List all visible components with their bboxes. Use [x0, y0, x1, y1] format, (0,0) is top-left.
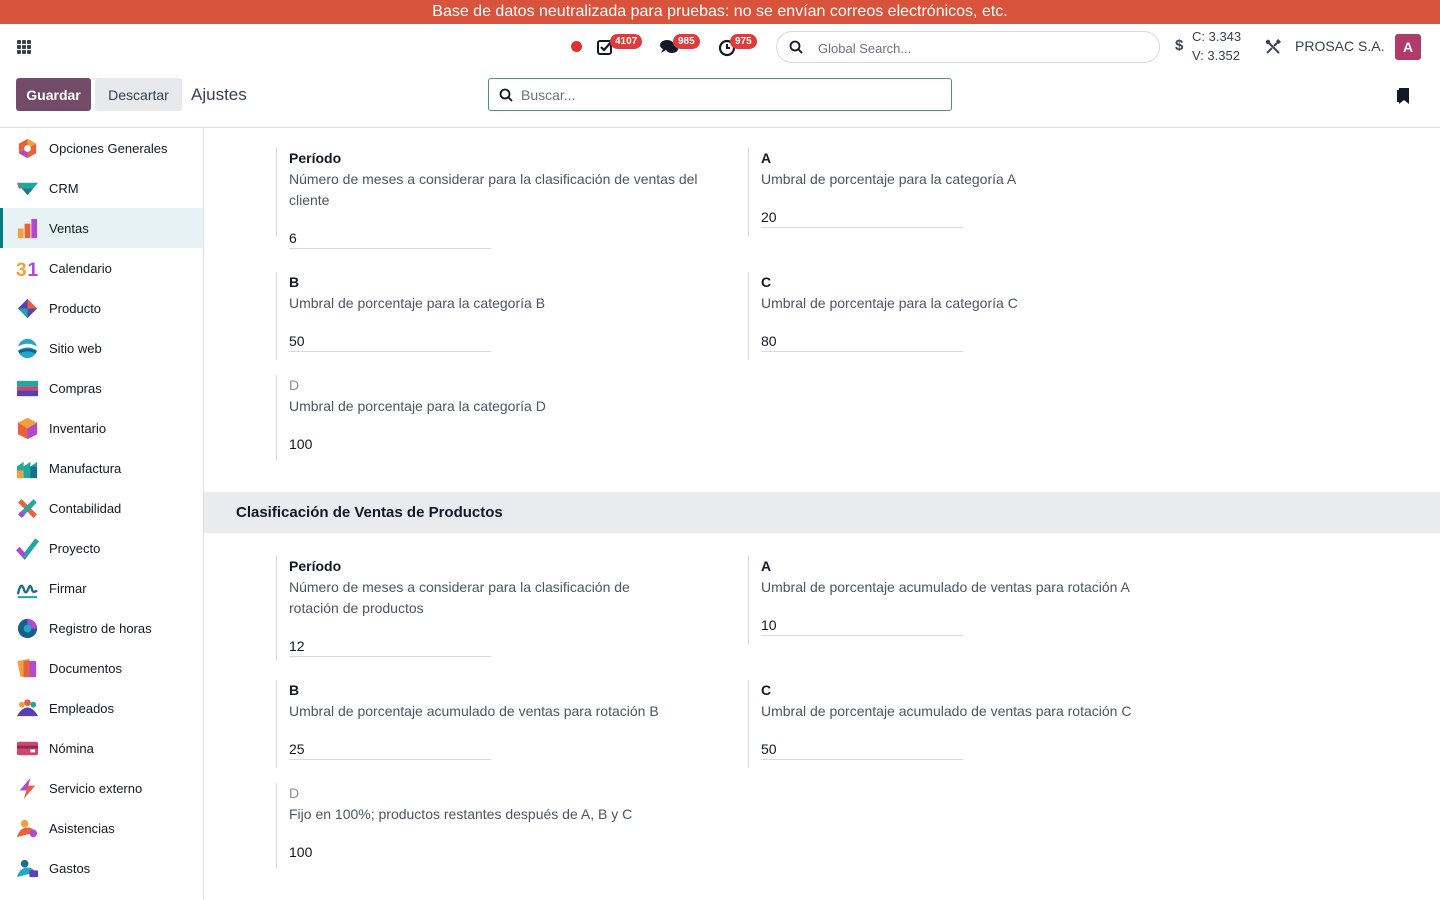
customer-a-input[interactable] — [761, 206, 963, 228]
customer-d-value — [289, 433, 491, 455]
settings-search-input[interactable] — [521, 86, 921, 104]
sidebar-item-attendances[interactable] — [0, 808, 203, 848]
product-a-input[interactable] — [761, 614, 963, 636]
sidebar-item-accounting[interactable] — [0, 488, 203, 528]
sidebar-item-label: Producto — [49, 300, 102, 316]
customer-b-setting — [276, 272, 716, 360]
manufacturing-icon — [16, 457, 39, 480]
sidebar-item-label: Ventas — [49, 220, 89, 236]
sidebar-item-label: Registro de horas — [49, 620, 152, 636]
sidebar-item-purchase[interactable] — [0, 368, 203, 408]
sidebar-item-timesheets[interactable] — [0, 608, 203, 648]
customer-a-setting — [748, 148, 1188, 236]
product-c-input[interactable] — [761, 738, 963, 760]
inventory-icon — [16, 417, 39, 440]
employees-icon — [16, 697, 39, 720]
bookmark-icon[interactable] — [1396, 87, 1412, 105]
customer-c-setting — [748, 272, 1188, 360]
sidebar-item-label: CRM — [49, 180, 79, 196]
search-icon — [789, 40, 803, 54]
sign-icon — [16, 577, 39, 600]
sidebar-item-label: Servicio externo — [49, 780, 143, 796]
calendar-icon — [16, 257, 39, 280]
customer-d-setting — [276, 375, 716, 460]
setting-description: Umbral de porcentaje acumulado de ventas para rotación C — [761, 703, 1132, 719]
setting-label: D — [289, 785, 300, 801]
user-avatar[interactable]: A — [1395, 34, 1421, 60]
sidebar-item-label: Compras — [49, 380, 102, 396]
currency-rate-sell: V: 3.352 — [1192, 48, 1240, 63]
sidebar-item-sales[interactable] — [0, 208, 203, 248]
customer-period-setting — [276, 148, 716, 236]
sidebar-item-label: Gastos — [49, 860, 91, 876]
setting-description: Umbral de porcentaje para la categoría A — [761, 171, 1017, 187]
setting-description: Umbral de porcentaje acumulado de ventas para rotación B — [289, 703, 659, 719]
documents-icon — [16, 657, 39, 680]
sidebar-item-manufacturing[interactable] — [0, 448, 203, 488]
sidebar-item-label: Sitio web — [49, 340, 102, 356]
settings-content — [204, 128, 1440, 900]
top-navbar — [0, 24, 1440, 69]
accounting-icon — [16, 497, 39, 520]
customer-c-input[interactable] — [761, 330, 963, 352]
product-d-value — [289, 841, 491, 863]
attendances-icon — [16, 817, 39, 840]
setting-label: C — [761, 274, 772, 290]
settings-search-box[interactable] — [488, 78, 952, 111]
sidebar-item-label: Firmar — [49, 580, 87, 596]
setting-label: D — [289, 377, 300, 393]
setting-label: A — [761, 150, 772, 166]
svg-text:3: 3 — [16, 259, 27, 280]
purchase-icon — [16, 377, 39, 400]
sidebar-item-label: Manufactura — [49, 460, 122, 476]
section-title: Clasificación de Ventas de Productos — [236, 504, 503, 521]
section-header-product-classification — [204, 492, 1440, 533]
setting-description: Umbral de porcentaje para la categoría B — [289, 295, 546, 311]
search-icon — [499, 88, 513, 102]
sidebar-item-label: Asistencias — [49, 820, 115, 836]
recording-dot-icon[interactable] — [571, 41, 582, 52]
sidebar-item-label: Empleados — [49, 700, 115, 716]
product-d-setting — [276, 783, 716, 868]
product-c-setting — [748, 680, 1188, 768]
product-b-input[interactable] — [289, 738, 491, 760]
sidebar-item-employees[interactable] — [0, 688, 203, 728]
neutralized-db-banner: Base de datos neutralizada para pruebas: no se envían correos electrónicos, etc. — [0, 0, 1440, 24]
sidebar-item-label: Contabilidad — [49, 500, 122, 516]
global-search-input[interactable] — [818, 38, 1138, 58]
sidebar-item-product[interactable] — [0, 288, 203, 328]
setting-description: Umbral de porcentaje acumulado de ventas para rotación A — [761, 579, 1130, 595]
sidebar-item-label: Opciones Generales — [49, 140, 168, 156]
company-switcher[interactable]: PROSAC S.A. — [1295, 38, 1385, 54]
svg-text:1: 1 — [27, 259, 39, 280]
debug-tools-icon[interactable] — [1264, 38, 1282, 56]
project-icon — [16, 537, 39, 560]
timesheet-badge: 975 — [730, 34, 757, 49]
sidebar-item-label: Proyecto — [49, 540, 101, 556]
setting-label: A — [761, 558, 772, 574]
discard-button[interactable]: Descartar — [95, 78, 182, 111]
sidebar-item-label: Inventario — [49, 420, 107, 436]
save-button[interactable]: Guardar — [16, 78, 91, 111]
sidebar-item-field-service[interactable] — [0, 768, 203, 808]
product-period-input[interactable] — [289, 635, 491, 657]
sidebar-item-label: Documentos — [49, 660, 122, 676]
control-panel — [0, 69, 1440, 128]
website-icon — [16, 337, 39, 360]
sidebar-item-label: Nómina — [49, 740, 94, 756]
sidebar-item-calendar[interactable] — [0, 248, 203, 288]
currency-rate-buy: C: 3.343 — [1192, 29, 1242, 44]
app-menu-icon[interactable] — [17, 40, 31, 54]
setting-description: Fijo en 100%; productos restantes después de A, B y C — [289, 806, 633, 822]
sidebar-item-payroll[interactable] — [0, 728, 203, 768]
customer-period-input[interactable] — [289, 227, 491, 249]
timesheets-icon — [16, 617, 39, 640]
activities-badge: 4107 — [610, 34, 642, 49]
product-b-setting — [276, 680, 716, 768]
sidebar-item-documents[interactable] — [0, 648, 203, 688]
product-icon — [16, 297, 39, 320]
expenses-icon — [16, 857, 39, 880]
messages-badge: 985 — [673, 34, 700, 49]
sidebar-item-sign[interactable] — [0, 568, 203, 608]
sidebar-item-inventory[interactable] — [0, 408, 203, 448]
setting-label: C — [761, 682, 772, 698]
settings-sidebar — [0, 128, 204, 900]
sales-icon — [16, 217, 39, 240]
sidebar-item-general[interactable] — [0, 128, 203, 168]
general-settings-icon — [16, 137, 39, 160]
sidebar-item-website[interactable] — [0, 328, 203, 368]
product-period-setting — [276, 556, 716, 660]
setting-description: Umbral de porcentaje para la categoría C — [761, 295, 1018, 311]
sidebar-item-label: Calendario — [49, 260, 112, 276]
sidebar-item-project[interactable] — [0, 528, 203, 568]
setting-description: Número de meses a considerar para la clasificación de rotación de productos — [289, 579, 630, 616]
page-title: Ajustes — [191, 85, 247, 104]
product-a-setting — [748, 556, 1188, 644]
setting-label: B — [289, 682, 300, 698]
sidebar-item-expenses[interactable] — [0, 848, 203, 888]
setting-label: B — [289, 274, 300, 290]
payroll-icon — [16, 737, 39, 760]
crm-icon — [16, 177, 39, 200]
setting-description: Umbral de porcentaje para la categoría D — [289, 398, 546, 414]
setting-description: Número de meses a considerar para la clasificación de ventas del cliente — [289, 171, 698, 208]
setting-label: Período — [289, 150, 342, 166]
sidebar-item-crm[interactable] — [0, 168, 203, 208]
customer-b-input[interactable] — [289, 330, 491, 352]
setting-label: Período — [289, 558, 342, 574]
currency-rate-icon[interactable]: $ — [1175, 37, 1184, 54]
field-service-icon — [16, 777, 39, 800]
global-search-box[interactable] — [776, 31, 1160, 63]
